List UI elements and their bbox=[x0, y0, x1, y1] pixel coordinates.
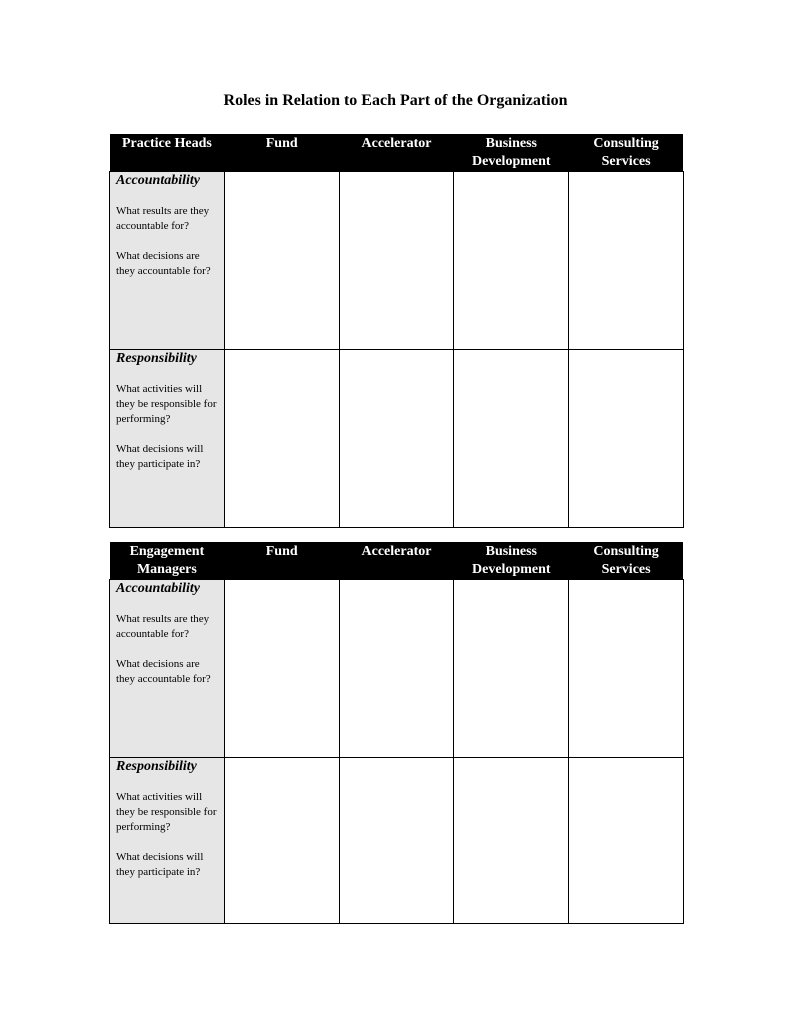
input-cell-accelerator[interactable] bbox=[339, 350, 454, 528]
input-cell-business-development[interactable] bbox=[454, 350, 569, 528]
column-header-fund: Fund bbox=[224, 542, 339, 580]
column-header-business-development: Business Development bbox=[454, 134, 569, 172]
column-header-consulting-services: Consulting Services bbox=[569, 542, 684, 580]
column-header-consulting-services: Consulting Services bbox=[569, 134, 684, 172]
responsibility-row bbox=[110, 758, 684, 924]
responsibility-row bbox=[110, 350, 684, 528]
input-cell-accelerator[interactable] bbox=[339, 758, 454, 924]
header-row bbox=[110, 542, 684, 580]
column-header-accelerator: Accelerator bbox=[339, 542, 454, 580]
row-question: What decisions will they participate in? bbox=[116, 443, 204, 470]
row-label-accountability bbox=[110, 172, 225, 350]
input-cell-business-development[interactable] bbox=[454, 580, 569, 758]
row-question: What activities will they be responsible for performing? bbox=[116, 383, 217, 425]
row-label-responsibility bbox=[110, 758, 225, 924]
row-label-accountability bbox=[110, 580, 225, 758]
row-heading: Responsibility bbox=[116, 351, 197, 366]
row-question: What activities will they be responsible for performing? bbox=[116, 791, 217, 833]
page-title: Roles in Relation to Each Part of the Organization bbox=[223, 92, 568, 109]
input-cell-fund[interactable] bbox=[224, 758, 339, 924]
row-heading: Accountability bbox=[116, 173, 200, 188]
input-cell-consulting-services[interactable] bbox=[569, 758, 684, 924]
input-cell-business-development[interactable] bbox=[454, 172, 569, 350]
input-cell-consulting-services[interactable] bbox=[569, 172, 684, 350]
input-cell-fund[interactable] bbox=[224, 580, 339, 758]
input-cell-consulting-services[interactable] bbox=[569, 350, 684, 528]
row-heading: Responsibility bbox=[116, 759, 197, 774]
row-question: What decisions will they participate in? bbox=[116, 851, 204, 878]
roles-table-engagement-managers bbox=[109, 542, 684, 924]
row-question: What decisions are they accountable for? bbox=[116, 658, 211, 685]
row-question: What decisions are they accountable for? bbox=[116, 250, 211, 277]
row-label-responsibility bbox=[110, 350, 225, 528]
input-cell-consulting-services[interactable] bbox=[569, 580, 684, 758]
row-question: What results are they accountable for? bbox=[116, 613, 210, 640]
role-header: Practice Heads bbox=[110, 134, 225, 172]
header-row bbox=[110, 134, 684, 172]
role-header: Engagement Managers bbox=[110, 542, 225, 580]
column-header-business-development: Business Development bbox=[454, 542, 569, 580]
input-cell-fund[interactable] bbox=[224, 350, 339, 528]
input-cell-accelerator[interactable] bbox=[339, 172, 454, 350]
column-header-accelerator: Accelerator bbox=[339, 134, 454, 172]
input-cell-fund[interactable] bbox=[224, 172, 339, 350]
accountability-row bbox=[110, 172, 684, 350]
roles-table-practice-heads bbox=[109, 134, 684, 528]
row-question: What results are they accountable for? bbox=[116, 205, 210, 232]
accountability-row bbox=[110, 580, 684, 758]
column-header-fund: Fund bbox=[224, 134, 339, 172]
row-heading: Accountability bbox=[116, 581, 200, 596]
input-cell-business-development[interactable] bbox=[454, 758, 569, 924]
input-cell-accelerator[interactable] bbox=[339, 580, 454, 758]
